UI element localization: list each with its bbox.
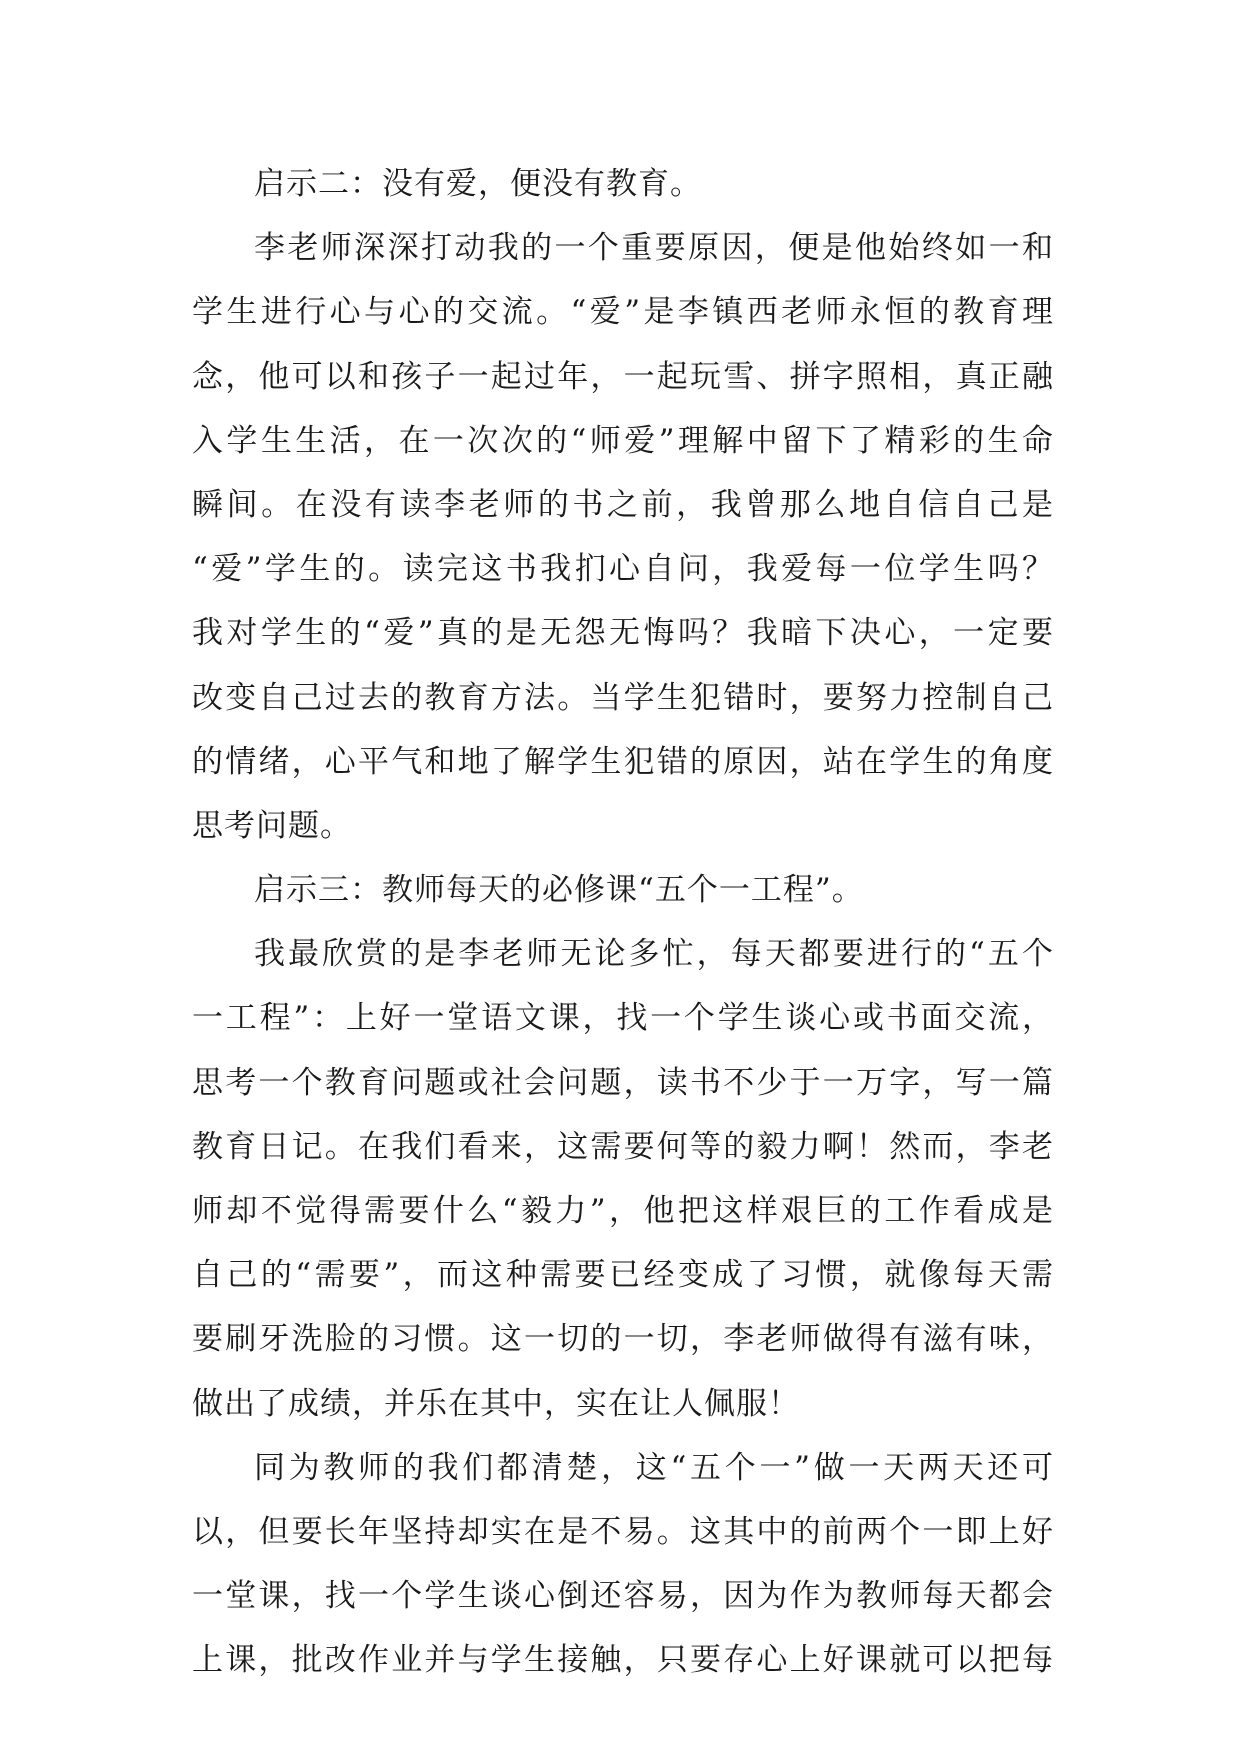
paragraph-line: 念，他可以和孩子一起过年，一起玩雪、拼字照相，真正融 xyxy=(192,358,1054,395)
paragraph-line: 一堂课，找一个学生谈心倒还容易，因为作为教师每天都会 xyxy=(192,1578,1054,1615)
paragraph-line: 教育日记。在我们看来，这需要何等的毅力啊！然而，李老 xyxy=(192,1128,1054,1165)
paragraph-line: 我对学生的“爱”真的是无怨无悔吗？我暗下决心，一定要 xyxy=(192,615,1054,652)
paragraph-line: 要刷牙洗脸的习惯。这一切的一切，李老师做得有滋有味， xyxy=(192,1321,1054,1358)
paragraph-line: 自己的“需要”，而这种需要已经变成了习惯，就像每天需 xyxy=(192,1257,1054,1294)
document-body xyxy=(192,152,1054,1693)
paragraph-line: 以，但要长年坚持却实在是不易。这其中的前两个一即上好 xyxy=(192,1513,1054,1550)
paragraph-line: 的情绪，心平气和地了解学生犯错的原因，站在学生的角度 xyxy=(192,743,1054,780)
paragraph-line: 思考问题。 xyxy=(192,807,352,844)
paragraph-line: 改变自己过去的教育方法。当学生犯错时，要努力控制自己 xyxy=(192,679,1054,716)
paragraph-line: 李老师深深打动我的一个重要原因，便是他始终如一和 xyxy=(254,230,1054,267)
paragraph-line: 师却不觉得需要什么“毅力”，他把这样艰巨的工作看成是 xyxy=(192,1193,1054,1229)
paragraph-line: 上课，批改作业并与学生接触，只要存心上好课就可以把每 xyxy=(192,1642,1054,1679)
paragraph-line: 一工程”：上好一堂语文课，找一个学生谈心或书面交流， xyxy=(192,1000,1054,1037)
paragraph-line: 做出了成绩，并乐在其中，实在让人佩服！ xyxy=(192,1385,800,1422)
paragraph-line: “爱”学生的。读完这书我扪心自问，我爱每一位学生吗？ xyxy=(192,551,1054,588)
paragraph-line: 瞬间。在没有读李老师的书之前，我曾那么地自信自己是 xyxy=(192,486,1054,523)
paragraph-line: 我最欣赏的是李老师无论多忙，每天都要进行的“五个 xyxy=(254,936,1054,973)
paragraph-line: 入学生生活，在一次次的“师爱”理解中留下了精彩的生命 xyxy=(192,422,1054,459)
paragraph-line: 学生进行心与心的交流。“爱”是李镇西老师永恒的教育理 xyxy=(192,294,1054,331)
paragraph-line: 同为教师的我们都清楚，这“五个一”做一天两天还可 xyxy=(254,1449,1054,1486)
heading-insight-three: 启示三：教师每天的必修课“五个一工程”。 xyxy=(254,872,864,909)
heading-insight-two: 启示二：没有爱，便没有教育。 xyxy=(254,166,702,202)
paragraph-line: 思考一个教育问题或社会问题，读书不少于一万字，写一篇 xyxy=(192,1064,1054,1101)
